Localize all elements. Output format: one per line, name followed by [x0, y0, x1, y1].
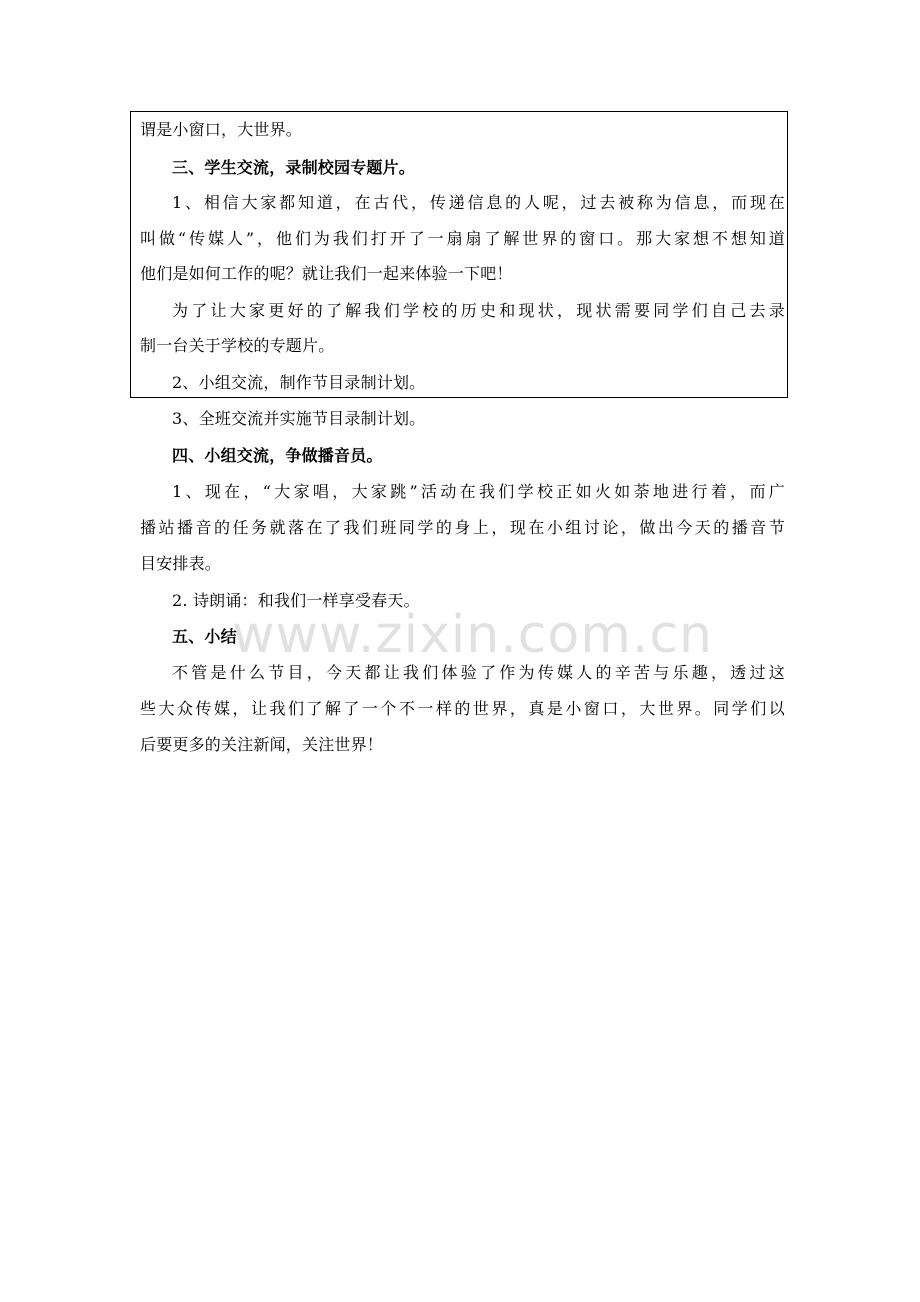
- paragraph-line: 后要更多的关注新闻，关注世界！: [140, 735, 384, 754]
- paragraph-line: 2. 诗朗诵：和我们一样享受春天。: [172, 591, 420, 610]
- section-heading-4: 四、小组交流，争做播音员。: [172, 446, 383, 465]
- paragraph-line: 2、小组交流，制作节目录制计划。: [172, 373, 426, 392]
- section-heading-5: 五、小结: [172, 627, 237, 646]
- paragraph-line: 他们是如何工作的呢？就让我们一起来体验一下吧！: [140, 264, 513, 283]
- watermark: www.zixin.com.cn: [232, 605, 713, 665]
- paragraph-line: 不管是什么节目，今天都让我们体验了作为传媒人的辛苦与乐趣，透过这: [172, 663, 785, 682]
- paragraph-line: 播站播音的任务就落在了我们班同学的身上，现在小组讨论，做出今天的播音节: [140, 518, 785, 537]
- paragraph-line: 目安排表。: [140, 554, 222, 573]
- paragraph-line: 3、全班交流并实施节目录制计划。: [172, 409, 426, 428]
- paragraph-line: 制一台关于学校的专题片。: [140, 336, 335, 355]
- paragraph-line: 1、现在，“大家唱，大家跳”活动在我们学校正如火如荼地进行着，而广: [172, 482, 785, 501]
- paragraph-line: 1、相信大家都知道，在古代，传递信息的人呢，过去被称为信息，而现在: [172, 193, 785, 212]
- paragraph-line: 谓是小窗口，大世界。: [140, 120, 303, 139]
- paragraph-line: 些大众传媒，让我们了解了一个不一样的世界，真是小窗口，大世界。同学们以: [140, 699, 785, 718]
- section-heading-3: 三、学生交流，录制校园专题片。: [172, 158, 416, 177]
- paragraph-line: 为了让大家更好的了解我们学校的历史和现状，现状需要同学们自己去录: [172, 301, 785, 320]
- paragraph-line: 叫做“传媒人”，他们为我们打开了一扇扇了解世界的窗口。那大家想不想知道: [140, 229, 785, 248]
